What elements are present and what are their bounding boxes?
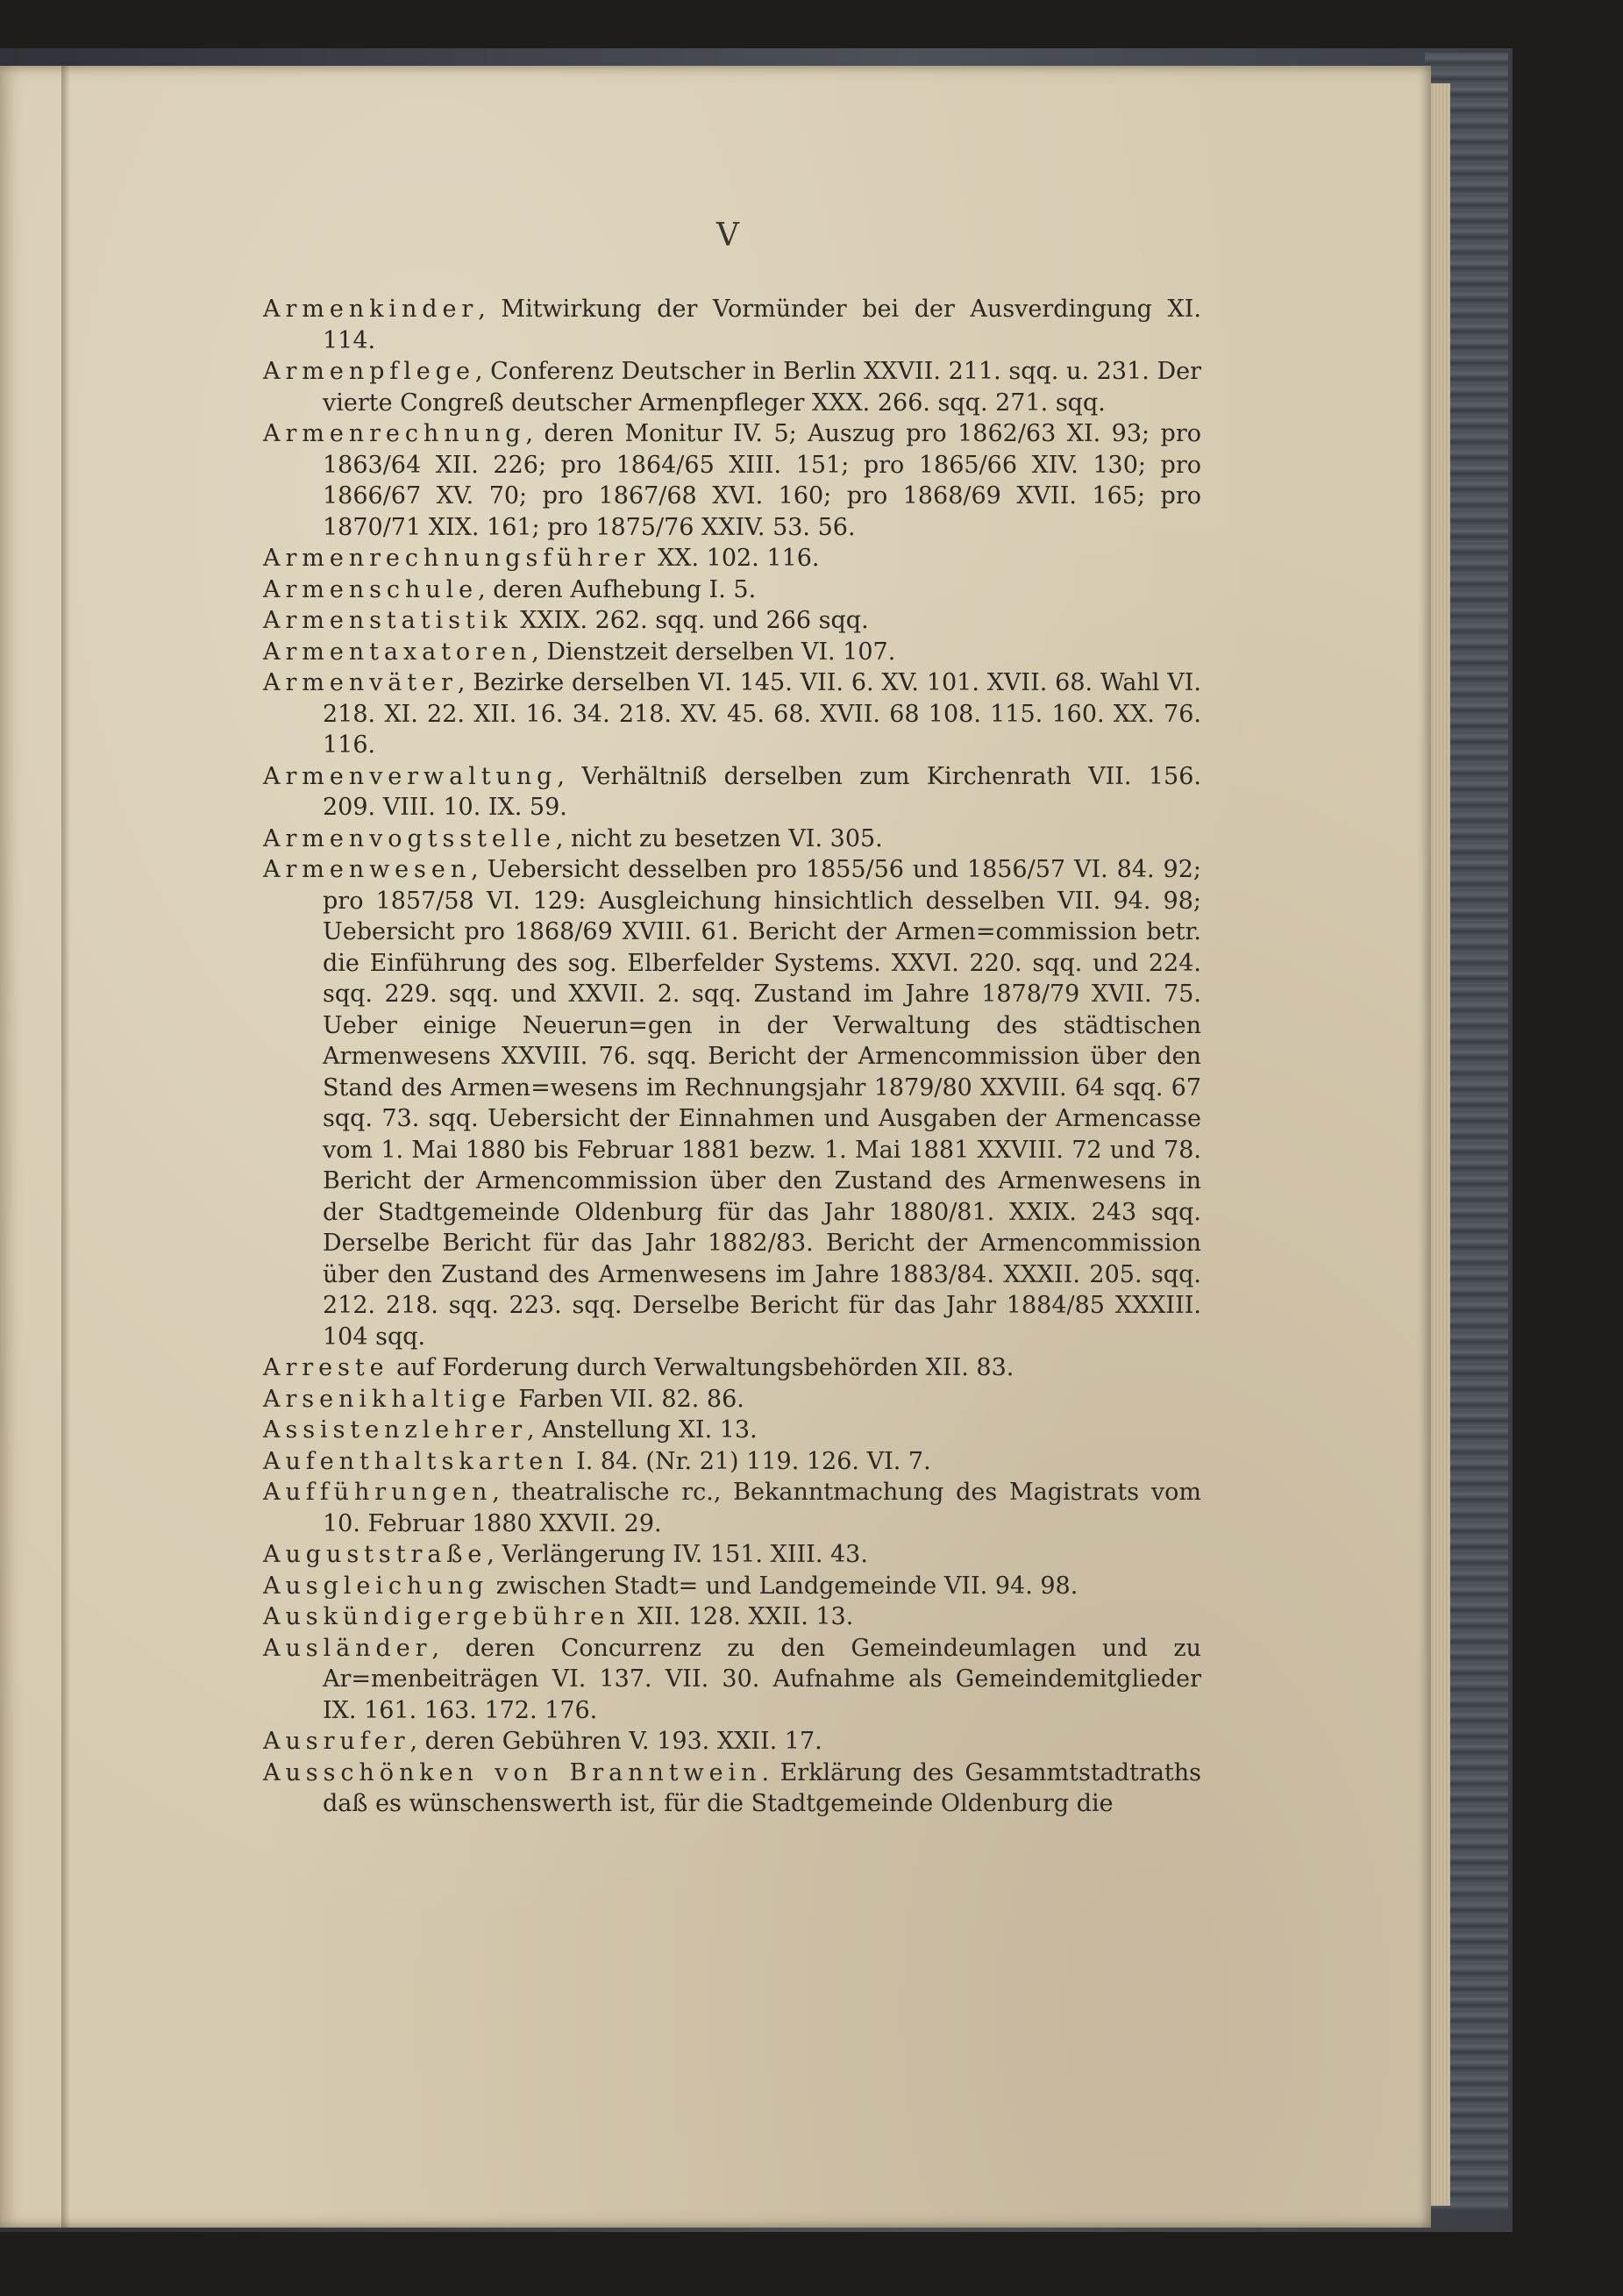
entry-text: , deren Concurrenz zu den Gemeindeumlagen und zu Ar=menbeiträgen VI. 137. VII. 30. Aufnahme als Gemeindemitglieder IX. 161. 163. 172. 176.: [323, 1634, 1201, 1724]
entry-keyword: Armenvogtsstelle: [263, 824, 556, 852]
index-entry: [263, 1446, 1201, 1478]
index-entry: [263, 1477, 1201, 1539]
entry-keyword: Armentaxatoren: [263, 638, 532, 666]
page-gutter: [61, 66, 70, 2228]
entry-text: , deren Aufhebung I. 5.: [478, 575, 757, 603]
entry-keyword: Assistenzlehrer: [263, 1416, 528, 1444]
index-entry: [263, 667, 1201, 761]
entry-text: Farben VII. 82. 86.: [510, 1385, 744, 1413]
index-entry: [263, 605, 1201, 637]
index-entries: [263, 294, 1201, 1820]
entry-text: , Anstellung XI. 13.: [527, 1416, 758, 1444]
index-entry: [263, 761, 1201, 824]
entry-keyword: Aufenthaltskarten: [263, 1447, 569, 1475]
entry-text: , Verhältniß derselben zum Kirchenrath VII. 156. 209. VIII. 10. IX. 59.: [323, 762, 1201, 821]
index-entry: [263, 1571, 1201, 1602]
entry-keyword: Ausschönken von Branntwein: [263, 1758, 762, 1786]
entry-keyword: Armenkinder: [263, 296, 479, 323]
entry-keyword: Auguststraße: [263, 1541, 488, 1568]
entry-text: I. 84. (Nr. 21) 119. 126. VI. 7.: [568, 1447, 931, 1475]
entry-keyword: Arsenikhaltige: [263, 1385, 511, 1413]
index-entry: [263, 854, 1201, 1352]
entry-text: XXIX. 262. sqq. und 266 sqq.: [512, 607, 869, 634]
index-entry: [263, 1758, 1201, 1820]
entry-text: . Erklärung des Gesammtstadtraths daß es wünschenswerth ist, für die Stadtgemeinde Oldenburg die: [323, 1758, 1202, 1817]
entry-text: XII. 128. XXII. 13.: [630, 1603, 854, 1630]
entry-text: XX. 102. 116.: [650, 545, 820, 572]
index-entry: [263, 574, 1201, 606]
entry-text: , Verlängerung IV. 151. XIII. 43.: [487, 1541, 868, 1568]
entry-text: auf Forderung durch Verwaltungsbehörden XII. 83.: [388, 1354, 1014, 1381]
entry-text: zwischen Stadt= und Landgemeinde VII. 94. 98.: [488, 1572, 1078, 1600]
index-entry: [263, 1352, 1201, 1384]
entry-text: , nicht zu besetzen VI. 305.: [555, 824, 883, 852]
entry-keyword: Ausrufer: [263, 1728, 410, 1755]
entry-keyword: Armenverwaltung: [263, 762, 558, 790]
entry-keyword: Armenrechnung: [263, 420, 526, 447]
entry-text: , Dienstzeit derselben VI. 107.: [531, 638, 896, 666]
index-entry: [263, 637, 1201, 668]
entry-keyword: Aufführungen: [263, 1479, 493, 1506]
entry-text: , Bezirke derselben VI. 145. VII. 6. XV. 101. XVII. 68. Wahl VI. 218. XI. 22. XII. 16. 34. 218. XV. 45. 68. XVII. 68 108. 115. 160. XX. 76. 116.: [323, 669, 1201, 759]
index-entry: [263, 294, 1201, 356]
index-entry: [263, 1726, 1201, 1758]
entry-text: , deren Gebühren V. 193. XXII. 17.: [409, 1728, 822, 1755]
entry-keyword: Armenwesen: [263, 856, 472, 883]
entry-text: , deren Monitur IV. 5; Auszug pro 1862/63 XI. 93; pro 1863/64 XII. 226; pro 1864/65 XIII. 151; pro 1865/66 XIV. 130; pro 1866/67 XV. 70; pro 1867/68 XVI. 160; pro 1868/69 XVII. 165; pro 1870/71 XIX. 161; pro 1875/76 XXIV. 53. 56.: [323, 420, 1201, 541]
index-entry: [263, 1539, 1201, 1571]
index-entry: [263, 543, 1201, 574]
entry-keyword: Armenrechnungsführer: [263, 545, 651, 572]
entry-keyword: Armenstatistik: [263, 607, 513, 634]
index-entry: [263, 418, 1201, 543]
entry-keyword: Ausländer: [263, 1634, 432, 1662]
index-entry: [263, 1601, 1201, 1633]
entry-keyword: Armenpflege: [263, 358, 475, 385]
index-entry: [263, 356, 1201, 418]
entry-keyword: Arreste: [263, 1354, 389, 1381]
index-entry: [263, 1415, 1201, 1446]
entry-keyword: Armenväter: [263, 669, 458, 696]
entry-keyword: Armenschule: [263, 575, 479, 603]
page-edges: [1431, 83, 1450, 2206]
entry-keyword: Auskündigergebühren: [263, 1603, 630, 1630]
entry-keyword: Ausgleichung: [263, 1572, 489, 1600]
index-entry: [263, 1384, 1201, 1415]
entry-text: , Uebersicht desselben pro 1855/56 und 1856/57 VI. 84. 92; pro 1857/58 VI. 129: Ausgleichung hinsichtlich desselben VII. 94. 98; Uebersicht pro 1868/69 XVIII. 61. Bericht der Armen=commission betr. die Einführung des sog. Elberfelder Systems. XXVI. 220. sqq. und 224. sqq. 229. sqq. und XXVII. 2. sqq. Zustand im Jahre 1878/79 XVII. 75. Ueber einige Neuerun=gen in der Verwaltung des städtischen Armenwesens XXVIII. 76. sqq. Bericht der Armencommission über den Stand des Armen=wesens im Rechnungsjahr 1879/80 XXVIII. 64 sqq. 67 sqq. 73. sqq. Uebersicht der Einnahmen und Ausgaben der Armencasse vom 1. Mai 1880 bis Februar 1881 bezw. 1. Mai 1881 XXVIII. 72 und 78. Bericht der Armencommission über den Zustand des Armenwesens in der Stadtgemeinde Oldenburg für das Jahr 1880/81. XXIX. 243 sqq. Derselbe Bericht für das Jahr 1882/83. Bericht der Armencommission über den Zustand des Armenwesens im Jahre 1883/84. XXXII. 205. sqq. 212. 218. sqq. 223. sqq. Derselbe Bericht für das Jahr 1884/85 XXXIII. 104 sqq.: [323, 856, 1201, 1351]
index-entry: [263, 1633, 1201, 1727]
entry-text: , theatralische rc., Bekanntmachung des Magistrats vom 10. Februar 1880 XXVII. 29.: [323, 1479, 1201, 1537]
entry-text: , Mitwirkung der Vormünder bei der Ausverdingung XI. 114.: [323, 296, 1201, 354]
page-number: V: [716, 217, 739, 253]
index-entry: [263, 824, 1201, 855]
entry-text: , Conferenz Deutscher in Berlin XXVII. 211. sqq. u. 231. Der vierte Congreß deutscher Armenpfleger XXX. 266. sqq. 271. sqq.: [323, 358, 1201, 417]
